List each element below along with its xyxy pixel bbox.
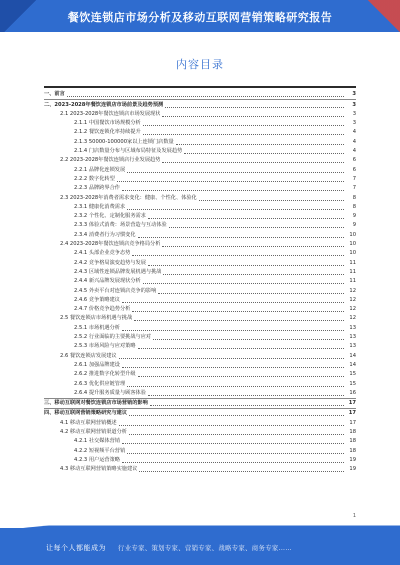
toc-entry[interactable] xyxy=(44,175,356,184)
toc-entry-text: 二、2023-2028年餐饮连锁店市场前景及趋势预测 xyxy=(44,101,164,108)
toc-entry[interactable] xyxy=(44,240,356,249)
toc-entry-text: 2.6 餐饮连锁店发展建议 xyxy=(60,352,117,359)
toc-entry-page: 14 xyxy=(349,352,356,359)
toc-entry-page: 7 xyxy=(352,175,356,182)
toc-leader-dots xyxy=(139,471,344,472)
toc-leader-dots xyxy=(127,386,344,387)
toc-leader-dots xyxy=(143,134,344,135)
toc-entry[interactable] xyxy=(44,437,356,446)
toc-entry[interactable] xyxy=(44,147,356,156)
toc-entry-text: 2.5 餐饮连锁店市场机遇与挑战 xyxy=(60,315,133,322)
toc-entry-page: 13 xyxy=(349,334,356,341)
toc-entry-page: 12 xyxy=(349,296,356,303)
toc-entry[interactable] xyxy=(44,465,356,474)
toc-entry[interactable] xyxy=(44,323,356,332)
toc-entry[interactable] xyxy=(44,212,356,221)
toc-entry[interactable] xyxy=(44,456,356,465)
report-header xyxy=(0,0,400,32)
toc-entry-text: 2.2.2 数字化转型 xyxy=(74,175,115,182)
toc-entry-text: 三、移动互联网对餐饮连锁店市场营销的影响 xyxy=(44,400,148,407)
toc-leader-dots xyxy=(119,358,344,359)
toc-entry[interactable] xyxy=(44,296,356,305)
toc-entry-text: 4.3 移动互联网营销策略实施建议 xyxy=(60,466,138,473)
toc-entry[interactable] xyxy=(44,119,356,128)
toc-entry-page: 9 xyxy=(352,222,356,229)
toc-leader-dots xyxy=(117,181,344,182)
toc-entry-text: 4.2.2 短视频平台营销 xyxy=(74,447,126,454)
toc-leader-dots xyxy=(138,348,344,349)
toc-entry-text: 2.4.7 价格竞争趋势分析 xyxy=(74,306,131,313)
toc-entry[interactable] xyxy=(44,258,356,267)
toc-entry[interactable] xyxy=(44,305,356,314)
toc-entry[interactable] xyxy=(44,249,356,258)
toc-entry-text: 2.3.1 健康化消费需求 xyxy=(74,203,126,210)
toc-leader-dots xyxy=(127,453,344,454)
toc-divider xyxy=(44,86,356,88)
toc-entry-text: 2.2 2023-2028年餐饮连锁店行业发展趋势 xyxy=(60,157,161,164)
toc-entry-page: 18 xyxy=(349,428,356,435)
toc-leader-dots xyxy=(67,96,344,97)
toc-entry-text: 2.6.4 提升服务质量与顾客体验 xyxy=(74,389,146,396)
toc-entry-page: 8 xyxy=(352,194,356,201)
toc-entry[interactable] xyxy=(44,137,356,146)
toc-entry[interactable] xyxy=(44,110,356,119)
toc-entry-page: 12 xyxy=(349,306,356,313)
toc-leader-dots xyxy=(122,330,344,331)
toc-leader-dots xyxy=(134,320,344,321)
toc-entry[interactable] xyxy=(44,184,356,193)
toc-leader-dots xyxy=(148,218,344,219)
toc-entry-page: 18 xyxy=(349,438,356,445)
toc-entry[interactable] xyxy=(44,221,356,230)
toc-entry-text: 2.6.2 推进数字化转型升级 xyxy=(74,371,136,378)
toc-entry[interactable] xyxy=(44,314,356,323)
toc-entry-page: 3 xyxy=(352,110,356,117)
toc-entry[interactable] xyxy=(44,333,356,342)
toc-entry-text: 2.2.1 品牌化连锁发展 xyxy=(74,166,126,173)
toc-entry-text: 2.3.2 个性化、定制化服务需求 xyxy=(74,213,146,220)
toc-entry-text: 2.4 2023-2028年餐饮连锁店竞争格局分析 xyxy=(60,241,161,248)
toc-entry[interactable] xyxy=(44,203,356,212)
footer-tagline: 行业专家、策划专家、营销专家、战略专家、商务专家…… xyxy=(118,544,292,552)
footer-slogan: 让每个人都能成为 xyxy=(46,544,106,552)
toc-leader-dots xyxy=(122,462,344,463)
toc-leader-dots xyxy=(127,209,344,210)
toc-entry-text: 2.2.3 品牌跨界合作 xyxy=(74,185,120,192)
toc-leader-dots xyxy=(122,443,344,444)
toc-entry-text: 2.3 2023-2028年消费者需求变化：健康、个性化、体验化 xyxy=(60,194,197,201)
toc-leader-dots xyxy=(143,283,344,284)
toc-entry[interactable] xyxy=(44,268,356,277)
toc-entry-page: 3 xyxy=(352,91,356,98)
toc-leader-dots xyxy=(165,107,344,108)
toc-entry-page: 4 xyxy=(352,129,356,136)
toc-entry[interactable] xyxy=(44,156,356,165)
toc-entry[interactable] xyxy=(44,361,356,370)
toc-entry-page: 13 xyxy=(349,343,356,350)
toc-entry-text: 2.4.1 头部企业竞争态势 xyxy=(74,250,131,257)
toc-entry-text: 2.5.2 行业面临的主要挑战与应对 xyxy=(74,334,152,341)
toc-entry-page: 11 xyxy=(349,268,356,275)
toc-entry-text: 2.4.2 竞争格局演变趋势与发展 xyxy=(74,259,146,266)
toc-entry-text: 2.4.6 竞争策略建议 xyxy=(74,296,120,303)
toc-entry-page: 10 xyxy=(349,241,356,248)
toc-leader-dots xyxy=(153,339,344,340)
toc-leader-dots xyxy=(132,311,344,312)
report-title: 餐饮连锁店市场分析及移动互联网营销策略研究报告 xyxy=(67,11,333,24)
toc-entry[interactable] xyxy=(44,389,356,398)
toc-entry-page: 4 xyxy=(352,148,356,155)
toc-entry[interactable] xyxy=(44,277,356,286)
toc-entry-page: 6 xyxy=(352,157,356,164)
toc-entry[interactable] xyxy=(44,408,356,418)
toc-entry[interactable] xyxy=(44,446,356,455)
toc-entry-text: 2.4.3 区域性连锁品牌发展机遇与挑战 xyxy=(74,268,162,275)
toc-entry-page: 17 xyxy=(349,419,356,426)
toc-entry-text: 2.1.4 门店数量分布与区域布局特征及发展趋势 xyxy=(74,148,183,155)
toc-entry-text: 2.1 2023-2028年餐饮连锁店市场发展现状 xyxy=(60,110,161,117)
toc-entry-page: 17 xyxy=(348,410,356,417)
toc-entry-text: 4.2.3 用户运营策略 xyxy=(74,456,120,463)
toc-entry[interactable] xyxy=(44,398,356,408)
toc-entry-page: 11 xyxy=(349,278,356,285)
toc-entry-text: 2.6.3 优化供应链管理 xyxy=(74,380,126,387)
toc-entry[interactable] xyxy=(44,90,356,99)
toc-entry[interactable] xyxy=(44,193,356,202)
toc-leader-dots xyxy=(162,116,344,117)
toc-entry-text: 4.2 移动互联网营销渠道分析 xyxy=(60,428,127,435)
toc-entry[interactable] xyxy=(44,165,356,174)
toc-entry-text: 2.3.3 体验式消费：场景营造与互动体验 xyxy=(74,222,167,229)
table-of-contents xyxy=(44,90,356,474)
toc-entry-text: 2.5.1 市场机遇分析 xyxy=(74,324,120,331)
toc-leader-dots xyxy=(199,200,344,201)
toc-entry[interactable] xyxy=(44,351,356,360)
toc-leader-dots xyxy=(176,144,344,145)
toc-entry-page: 12 xyxy=(349,315,356,322)
toc-entry[interactable] xyxy=(44,99,356,109)
toc-heading: 内容目录 xyxy=(176,58,224,71)
toc-leader-dots xyxy=(138,376,344,377)
toc-entry-text: 2.4.4 新兴品牌发展现状分析 xyxy=(74,278,141,285)
toc-entry-page: 19 xyxy=(349,456,356,463)
page-number: 1 xyxy=(352,513,356,519)
toc-leader-dots xyxy=(163,274,344,275)
toc-entry-text: 2.1.3 50000-100000家以上连锁门店数量 xyxy=(74,138,174,145)
toc-entry[interactable] xyxy=(44,286,356,295)
toc-leader-dots xyxy=(148,265,344,266)
toc-entry-text: 四、移动互联网营销策略研究与建议 xyxy=(44,410,128,417)
toc-entry-page: 16 xyxy=(349,389,356,396)
toc-entry[interactable] xyxy=(44,128,356,137)
toc-entry-page: 3 xyxy=(352,101,356,108)
toc-leader-dots xyxy=(119,425,344,426)
toc-entry-page: 18 xyxy=(349,447,356,454)
toc-entry-page: 10 xyxy=(349,231,356,238)
toc-entry-text: 2.1.1 中国餐饮市场规模分析 xyxy=(74,120,141,127)
toc-entry-page: 9 xyxy=(352,213,356,220)
toc-entry[interactable] xyxy=(44,370,356,379)
toc-leader-dots xyxy=(129,415,344,416)
toc-entry[interactable] xyxy=(44,342,356,351)
toc-entry-text: 2.6.1 加强品牌建设 xyxy=(74,361,120,368)
toc-entry-text: 4.1 移动互联网营销概述 xyxy=(60,419,117,426)
toc-leader-dots xyxy=(184,153,344,154)
toc-leader-dots xyxy=(169,227,344,228)
toc-entry-page: 19 xyxy=(349,466,356,473)
toc-leader-dots xyxy=(162,162,344,163)
toc-entry[interactable] xyxy=(44,418,356,427)
toc-entry-text: 2.4.5 外卖平台对连锁店竞争的影响 xyxy=(74,287,157,294)
toc-entry-page: 8 xyxy=(352,203,356,210)
toc-leader-dots xyxy=(158,293,344,294)
toc-entry[interactable] xyxy=(44,428,356,437)
toc-entry-text: 2.5.3 市场风险与应对策略 xyxy=(74,343,136,350)
toc-leader-dots xyxy=(150,405,344,406)
toc-entry-text: 2.1.2 餐饮连锁化率持续提升 xyxy=(74,129,141,136)
toc-entry-page: 15 xyxy=(349,380,356,387)
toc-entry-page: 7 xyxy=(352,185,356,192)
toc-entry-page: 14 xyxy=(349,361,356,368)
toc-entry-text: 一、前言 xyxy=(44,91,65,98)
toc-entry-page: 13 xyxy=(349,324,356,331)
toc-entry-page: 6 xyxy=(352,166,356,173)
toc-entry-page: 12 xyxy=(349,287,356,294)
toc-entry-text: 4.2.1 社交媒体营销 xyxy=(74,438,120,445)
toc-leader-dots xyxy=(148,395,344,396)
toc-entry[interactable] xyxy=(44,379,356,388)
toc-leader-dots xyxy=(143,125,344,126)
toc-entry-page: 10 xyxy=(349,250,356,257)
toc-leader-dots xyxy=(127,172,344,173)
toc-entry-page: 15 xyxy=(349,371,356,378)
toc-leader-dots xyxy=(129,434,344,435)
toc-entry-page: 4 xyxy=(352,138,356,145)
toc-leader-dots xyxy=(138,237,344,238)
toc-entry-page: 11 xyxy=(349,259,356,266)
toc-leader-dots xyxy=(132,255,344,256)
toc-leader-dots xyxy=(122,302,344,303)
toc-entry-page: 17 xyxy=(348,400,356,407)
toc-leader-dots xyxy=(122,190,344,191)
toc-entry-page: 3 xyxy=(352,120,356,127)
toc-entry-text: 2.3.4 消费者行为习惯变化 xyxy=(74,231,136,238)
toc-leader-dots xyxy=(122,367,344,368)
toc-leader-dots xyxy=(162,246,344,247)
toc-entry[interactable] xyxy=(44,230,356,239)
